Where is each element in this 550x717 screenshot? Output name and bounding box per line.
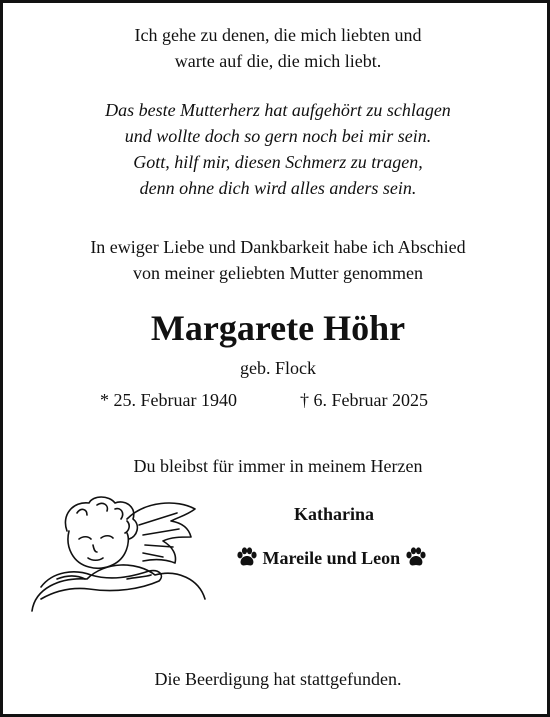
verse2-line3: Gott, hilf mir, diesen Schmerz zu tragen,: [133, 152, 423, 172]
closing-line: Du bleibst für immer in meinem Herzen: [133, 456, 423, 476]
paw-icon: [236, 547, 258, 567]
signer-mareile-leon-label: Mareile und Leon: [262, 548, 401, 568]
eyes: [79, 536, 113, 539]
face-outline: [68, 531, 128, 568]
deceased-name: Margarete Höhr: [150, 308, 406, 348]
cloud-outline: [32, 565, 205, 611]
hair-curls: [77, 503, 129, 533]
verse1-line1: Ich gehe zu denen, die mich liebten und: [134, 25, 422, 45]
verse2-line1: Das beste Mutterherz hat aufgehört zu schlagen: [105, 100, 451, 120]
wing-outline: [127, 503, 195, 563]
signer-katharina: Katharina: [294, 504, 375, 524]
verse2-line2: und wollte doch so gern noch bei mir sein.: [124, 126, 432, 146]
verse1-line2: warte auf die, die mich liebt.: [174, 51, 382, 71]
paw-icon: [405, 547, 427, 567]
signer-mareile-leon: [236, 546, 427, 570]
funeral-note: Die Beerdigung hat stattgefunden.: [154, 669, 402, 689]
life-dates: [3, 388, 550, 412]
farewell-line1: In ewiger Liebe und Dankbarkeit habe ich Abschied: [90, 237, 466, 257]
verse2-line4: denn ohne dich wird alles anders sein.: [139, 178, 417, 198]
farewell-line2: von meiner geliebten Mutter genommen: [133, 263, 423, 283]
arms-outline: [41, 571, 161, 599]
death-date: † 6. Februar 2025: [300, 390, 428, 410]
birth-date: * 25. Februar 1940: [100, 390, 237, 410]
cherub-illustration: [27, 491, 217, 621]
mouth: [88, 558, 103, 560]
nose: [93, 545, 97, 552]
maiden-name: geb. Flock: [240, 358, 316, 378]
